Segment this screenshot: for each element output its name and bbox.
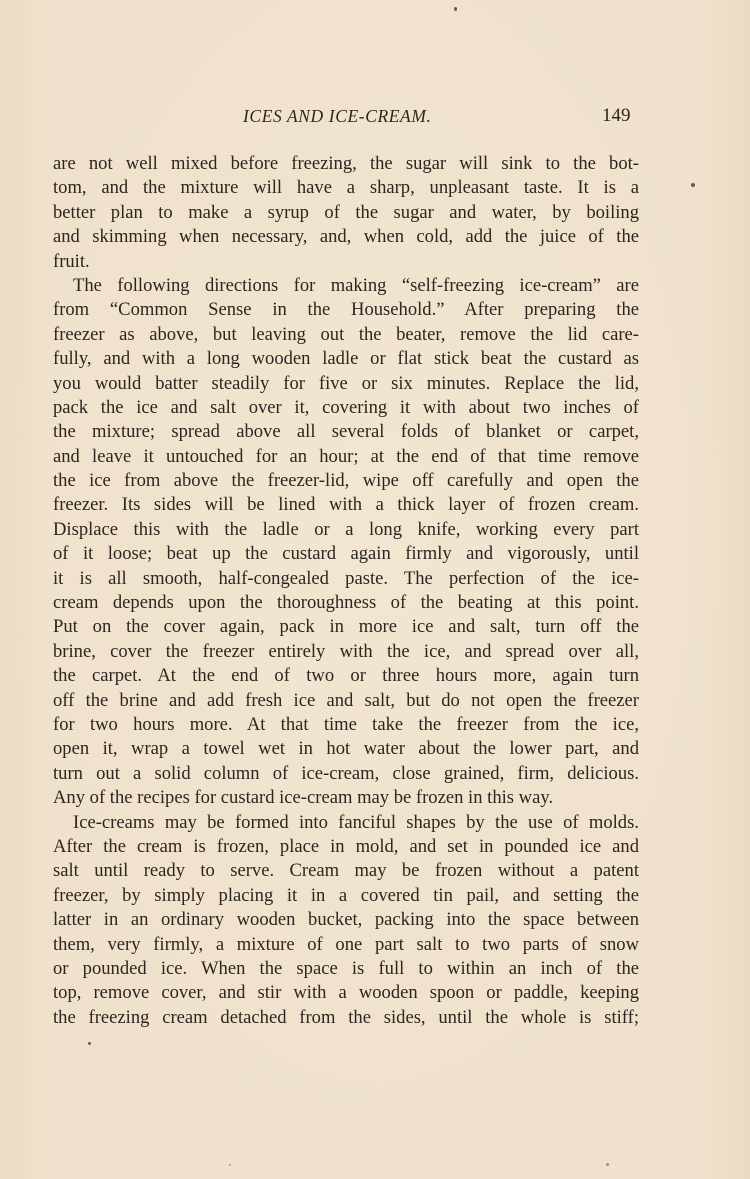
text-line: them, very firmly, a mixture of one part salt to two parts of snow [53,933,639,955]
text-line: fully, and with a long wooden ladle or flat stick beat the custard as [53,348,639,370]
paper-speck [454,7,457,11]
text-line: After the cream is frozen, place in mold, and set in pounded ice and [53,835,639,857]
paper-speck [88,1042,91,1045]
running-title: ICES AND ICE-CREAM. [243,106,432,126]
paper-speck [229,1164,231,1166]
text-line: freezer as above, but leaving out the beater, remove the lid care- [53,323,639,345]
text-line: the mixture; spread above all several folds of blanket or carpet, [53,421,639,443]
text-line: Displace this with the ladle or a long knife, working every part [53,518,639,540]
paper-speck [606,1163,609,1166]
text-line: turn out a solid column of ice-cream, close grained, firm, delicious. [53,762,639,784]
text-line: Put on the cover again, pack in more ice and salt, turn off the [53,616,639,638]
text-line: the ice from above the freezer-lid, wipe off carefully and open the [53,470,639,492]
text-line: and leave it untouched for an hour; at the end of that time remove [53,445,639,467]
text-line: are not well mixed before freezing, the sugar will sink to the bot- [53,153,639,174]
text-line: open it, wrap a towel wet in hot water about the lower part, and [53,738,639,760]
text-line: Ice-creams may be formed into fanciful shapes by the use of molds. [73,811,639,833]
text-line: latter in an ordinary wooden bucket, packing into the space between [53,909,639,931]
text-line: and skimming when necessary, and, when cold, add the juice of the [53,226,639,248]
text-line: freezer, by simply placing it in a covered tin pail, and setting the [53,884,639,906]
text-line: The following directions for making “self-freezing ice-cream” are [73,274,639,296]
paper-speck [691,183,695,187]
text-line: for two hours more. At that time take the freezer from the ice, [53,713,639,735]
text-line: better plan to make a syrup of the sugar and water, by boiling [53,201,639,223]
running-head [0,106,750,132]
text-line: it is all smooth, half-congealed paste. The perfection of the ice- [53,567,639,589]
text-line: fruit. [53,250,90,272]
text-line: brine, cover the freezer entirely with the ice, and spread over all, [53,640,639,662]
text-line: salt until ready to serve. Cream may be frozen without a patent [53,860,639,882]
text-line: Any of the recipes for custard ice-cream may be frozen in this way. [53,787,554,809]
text-line: off the brine and add fresh ice and salt, but do not open the freezer [53,689,639,711]
text-line: of it loose; beat up the custard again firmly and vigorously, until [53,543,639,565]
text-line: you would batter steadily for five or six minutes. Replace the lid, [53,372,639,394]
text-line: the freezing cream detached from the sides, until the whole is stiff; [53,1006,639,1028]
text-line: tom, and the mixture will have a sharp, unpleasant taste. It is a [53,177,639,199]
page-number: 149 [602,105,631,126]
text-line: pack the ice and salt over it, covering it with about two inches of [53,396,639,418]
text-line: from “Common Sense in the Household.” After preparing the [53,299,639,321]
text-line: or pounded ice. When the space is full to within an inch of the [53,957,639,979]
text-line: top, remove cover, and stir with a wooden spoon or paddle, keeping [53,982,639,1004]
body-text [53,152,639,1030]
text-line: the carpet. At the end of two or three hours more, again turn [53,665,639,687]
text-line: cream depends upon the thoroughness of the beating at this point. [53,592,639,614]
text-line: freezer. Its sides will be lined with a thick layer of frozen cream. [53,494,639,516]
